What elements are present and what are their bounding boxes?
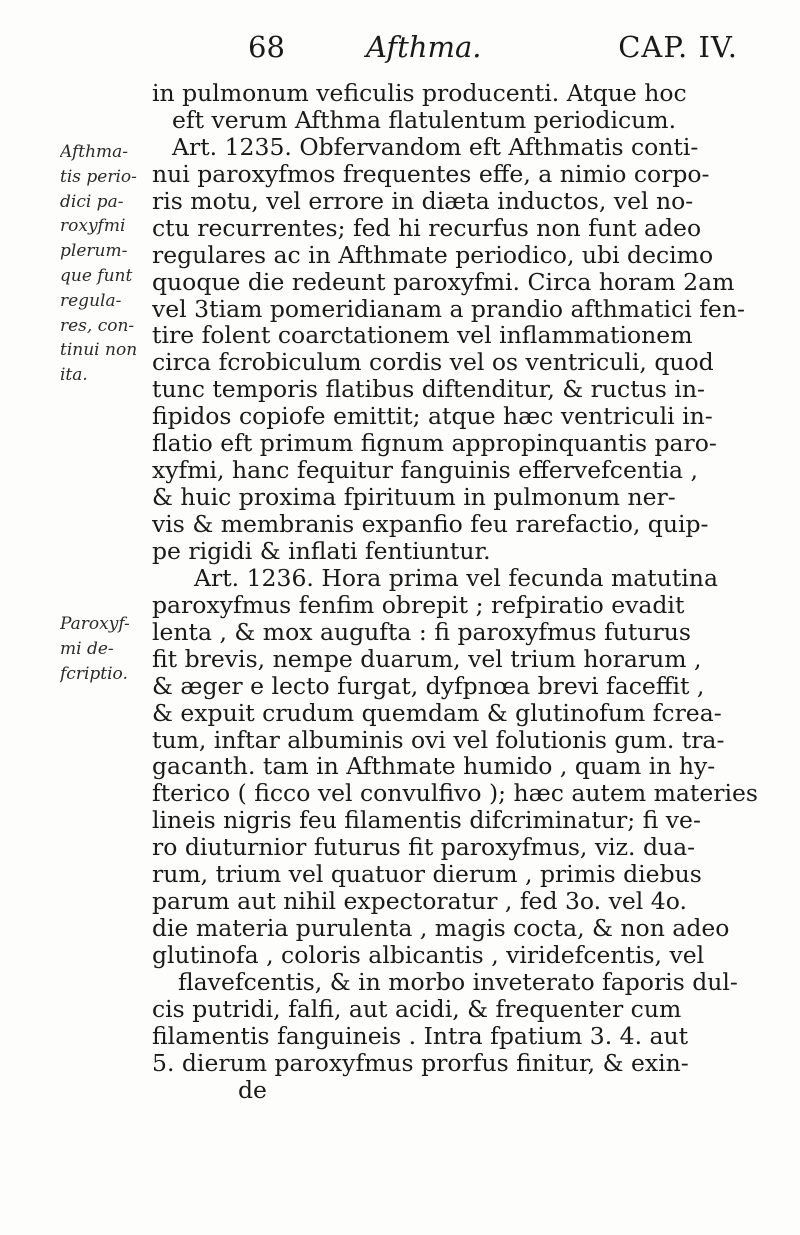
margin-note-line: tinui non	[60, 340, 138, 361]
text-line: rum, trium vel quatuor dierum , primis diebus	[152, 861, 702, 889]
text-line: lineis nigris feu filamentis difcriminatur; fi ve-	[152, 807, 701, 835]
text-line: die materia purulenta , magis cocta, & non adeo	[152, 915, 730, 942]
text-line: paroxyfmus fenfim obrepit ; refpiratio evadit	[152, 591, 685, 619]
running-title: Afthma.	[366, 30, 482, 64]
text-line: de	[238, 1076, 267, 1104]
text-line: flatio eft primum fignum appropinquantis paro-	[152, 430, 717, 458]
text-line: ris motu, vel errore in diæta inductos, vel no-	[152, 187, 694, 215]
margin-note-line: roxyfmi	[60, 216, 126, 237]
text-line: tunc temporis flatibus diftenditur, & ructus in-	[152, 376, 705, 404]
text-line: circa fcrobiculum cordis vel os ventriculi, quod	[152, 349, 714, 377]
text-line: tire folent coarctationem vel inflammationem	[152, 322, 693, 350]
text-line: parum aut nihil expectoratur , fed 3o. vel 4o.	[152, 888, 687, 916]
margin-note-line: que funt	[60, 265, 133, 286]
margin-note-line: regula-	[60, 290, 122, 311]
text-line: flavefcentis, & in morbo inveterato faporis dul-	[178, 968, 738, 996]
text-line: gacanth. tam in Afthmate humido , quam in hy-	[152, 753, 716, 781]
text-line: lenta , & mox augufta : fi paroxyfmus futurus	[152, 618, 691, 646]
text-line: filamentis fanguineis . Intra fpatium 3. 4. aut	[152, 1022, 689, 1050]
text-line: tum, inftar albuminis ovi vel folutionis gum. tra-	[152, 726, 725, 754]
text-line: & huic proxima fpirituum in pulmonum ner-	[152, 484, 676, 511]
text-line: 5. dierum paroxyfmus prorfus finitur, & exin-	[152, 1049, 689, 1077]
margin-note-line: res, con-	[60, 315, 135, 336]
margin-note-paroxysm-description	[60, 612, 152, 686]
text-line: vel 3tiam pomeridianam a prandio afthmatici fen-	[152, 295, 745, 323]
main-text-column	[152, 80, 762, 1104]
text-line: vis & membranis expanfio feu rarefactio, quip-	[152, 511, 709, 538]
page-number: 68	[248, 30, 285, 64]
text-line: fit brevis, nempe duarum, vel trium horarum ,	[152, 645, 702, 673]
text-line: ctu recurrentes; fed hi recurfus non funt adeo	[152, 214, 702, 242]
text-line: pe rigidi & inflati fentiuntur.	[152, 537, 491, 565]
text-line: nui paroxyfmos frequentes effe, a nimio corpo-	[152, 160, 710, 188]
margin-note-line: tis perio-	[60, 166, 137, 187]
text-line: Art. 1236. Hora prima vel fecunda matutina	[194, 564, 718, 592]
text-line: xyfmi, hanc fequitur fanguinis effervefcentia ,	[152, 457, 698, 485]
page-header	[248, 30, 738, 70]
margin-note-line: Afthma-	[60, 142, 129, 162]
text-line: regulares ac in Afthmate periodico, ubi decimo	[152, 241, 714, 269]
text-line: in pulmonum veficulis producenti. Atque hoc	[152, 80, 687, 107]
margin-note-line: fcriptio.	[60, 663, 128, 684]
margin-note-line: plerum-	[60, 241, 128, 262]
margin-note-line: mi de-	[60, 638, 114, 659]
text-line: fipidos copiofe emittit; atque hæc ventriculi in-	[152, 403, 713, 431]
margin-note-line: ita.	[60, 365, 88, 386]
text-line: eft verum Afthma flatulentum periodicum.	[172, 106, 677, 134]
text-line: & expuit crudum quemdam & glutinofum fcrea-	[152, 699, 722, 727]
margin-note-periodic-paroxysms	[60, 140, 152, 388]
text-line: glutinofa , coloris albicantis , viridefcentis, vel	[152, 942, 705, 969]
margin-note-line: dici pa-	[60, 191, 124, 212]
text-line: cis putridi, falfi, aut acidi, & frequenter cum	[152, 995, 682, 1023]
chapter-label: CAP. IV.	[618, 30, 738, 64]
text-line: fterico ( ficco vel convulfivo ); hæc autem materies	[152, 780, 758, 808]
text-line: quoque die redeunt paroxyfmi. Circa horam 2am	[152, 268, 735, 296]
text-line: & æger e lecto furgat, dyfpnœa brevi faceffit ,	[152, 672, 705, 700]
text-line: Art. 1235. Obfervandom eft Afthmatis conti-	[172, 133, 699, 161]
text-line: ro diuturnior futurus fit paroxyfmus, viz. dua-	[152, 834, 696, 862]
margin-note-line: Paroxyf-	[60, 614, 130, 634]
